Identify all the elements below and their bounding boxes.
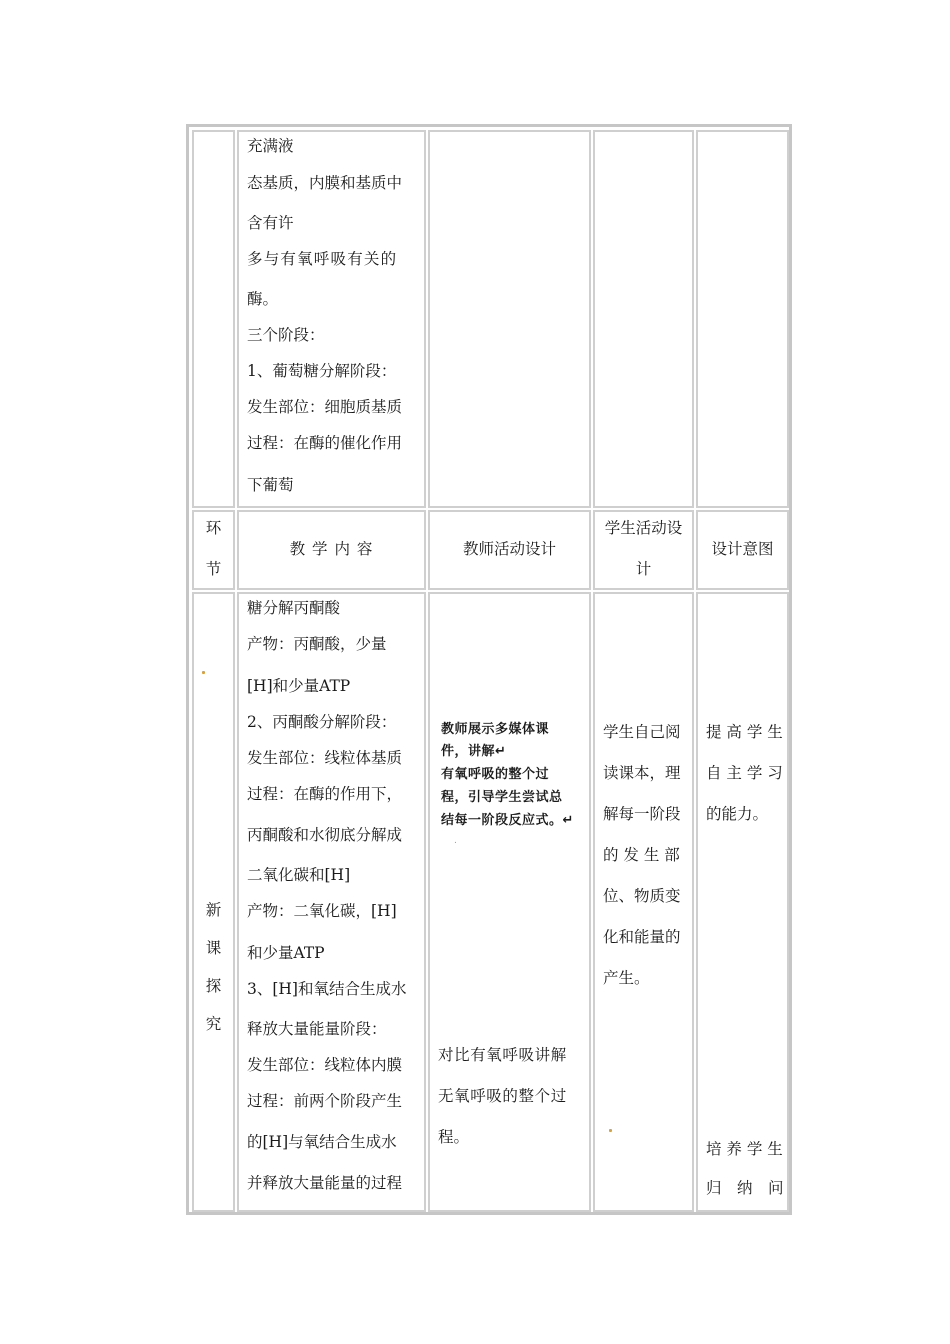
content-line: 丙酮酸和水彻底分解成 (247, 826, 403, 844)
content-line: 二氧化碳和[H] (247, 866, 351, 884)
content-line: 充满液 (247, 137, 294, 155)
main-intent-cell (696, 592, 789, 1212)
header-student-cell (593, 510, 694, 590)
content-line: 发生部位：线粒体基质 (247, 749, 403, 767)
content-line: 糖分解丙酮酸 (247, 599, 341, 617)
main-content-cell (237, 592, 426, 1212)
section-char: 课 (205, 939, 222, 957)
content-line: 产物：丙酮酸，少量 (247, 635, 387, 653)
teacher-line: 有氧呼吸的整个过 (441, 767, 550, 782)
content-line: 多与有氧呼吸有关的 (247, 250, 398, 268)
main-student-cell (593, 592, 694, 1212)
top-student-cell (593, 130, 694, 508)
teacher-line: 件，讲解↵ (441, 744, 507, 759)
header-content: 教 学 内 容 (289, 540, 374, 558)
content-line: 发生部位：线粒体内膜 (247, 1056, 403, 1074)
lesson-plan-table (186, 124, 792, 1215)
teacher-line: 教师展示多媒体课 (441, 722, 550, 737)
content-line: 的[H]与氧结合生成水 (247, 1133, 397, 1151)
student-line: 产生。 (603, 969, 650, 987)
content-line: 和少量ATP (247, 944, 325, 962)
content-line: 含有许 (247, 214, 294, 232)
content-line: 态基质，内膜和基质中 (247, 174, 403, 192)
content-line: 过程：在酶的作用下， (247, 785, 403, 803)
artifact-mark: . (454, 836, 457, 846)
student-line: 读课本，理 (603, 764, 681, 782)
student-line: 解每一阶段 (603, 805, 681, 823)
header-section-cell (192, 510, 235, 590)
top-teacher-cell (428, 130, 591, 508)
header-teacher-cell (428, 510, 591, 590)
content-line: 1、葡萄糖分解阶段： (247, 362, 397, 380)
intent-line: 归 纳 问 (706, 1179, 784, 1197)
header-teacher: 教师活动设计 (462, 540, 556, 558)
header-student-bottom: 计 (635, 560, 652, 578)
intent-line: 培 养 学 生 (706, 1140, 783, 1158)
student-line: 学生自己阅 (603, 723, 681, 741)
header-student-top: 学生活动设 (604, 519, 683, 537)
top-section-cell (192, 130, 235, 508)
header-content-cell (237, 510, 426, 590)
student-line: 化和能量的 (603, 928, 681, 946)
artifact-dot (202, 671, 205, 674)
header-section-bottom: 节 (205, 560, 222, 578)
main-section-cell (192, 592, 235, 1212)
artifact-dot (609, 1129, 612, 1132)
section-char: 究 (205, 1015, 222, 1033)
student-line: 位、物质变 (603, 887, 681, 905)
content-line: 产物：二氧化碳，[H] (247, 902, 397, 920)
header-intent-cell (696, 510, 789, 590)
teacher-line: 程。 (438, 1128, 470, 1146)
top-intent-cell (696, 130, 789, 508)
teacher-line: 对比有氧呼吸讲解 (438, 1046, 567, 1064)
content-line: 3、[H]和氧结合生成水 (247, 980, 407, 998)
section-char: 新 (205, 901, 222, 919)
intent-line: 提 高 学 生 (706, 723, 783, 741)
content-line: 过程：前两个阶段产生 (247, 1092, 403, 1110)
content-line: 2、丙酮酸分解阶段： (247, 713, 397, 731)
content-line: 释放大量能量阶段： (247, 1020, 387, 1038)
teacher-line: 程，引导学生尝试总 (441, 790, 563, 805)
content-line: [H]和少量ATP (247, 677, 351, 695)
teacher-line: 结每一阶段反应式。↵ (441, 813, 574, 828)
header-intent: 设计意图 (711, 540, 774, 558)
content-line: 发生部位：细胞质基质 (247, 398, 403, 416)
content-line: 三个阶段： (247, 326, 325, 344)
teacher-line: 无氧呼吸的整个过 (438, 1087, 567, 1105)
content-line: 过程：在酶的催化作用 (247, 434, 403, 452)
student-line: 的 发 生 部 (603, 846, 680, 864)
intent-line: 的能力。 (706, 805, 769, 823)
header-section-top: 环 (205, 519, 222, 537)
intent-line: 自 主 学 习 (706, 764, 783, 782)
content-line: 下葡萄 (247, 476, 294, 494)
content-line: 并释放大量能量的过程 (247, 1174, 403, 1192)
main-teacher-cell (428, 592, 591, 1212)
content-line: 酶。 (247, 290, 279, 308)
top-content-cell (237, 130, 426, 508)
section-char: 探 (205, 977, 222, 995)
